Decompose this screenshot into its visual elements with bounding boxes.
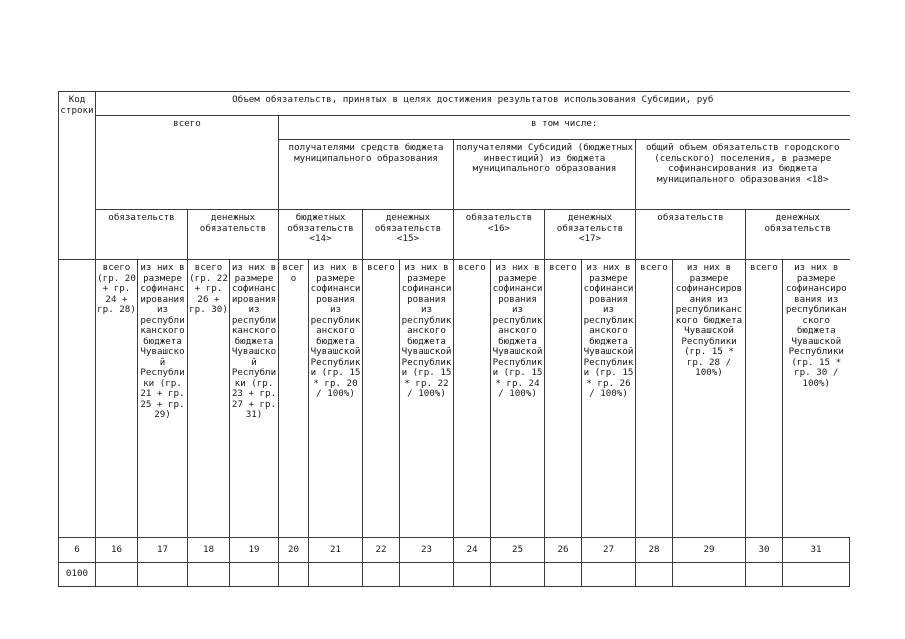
detail-header: всего (гр. 22 + гр. 26 + гр. 30) <box>188 260 230 538</box>
detail-header: из них в размере софинансирования из республиканского бюджета Чувашской Республики (гр. 21 + гр. 25 + гр. 29) <box>138 260 188 538</box>
value-cell <box>188 563 230 587</box>
obligations-header: обязательств <box>636 210 746 260</box>
detail-header: всего <box>454 260 491 538</box>
value-cell <box>363 563 400 587</box>
value-cell <box>138 563 188 587</box>
detail-header: из них в размере софинансирования из республиканского бюджета Чувашской Республики (гр. 15 * гр. 26 / 100%) <box>582 260 636 538</box>
column-number: 18 <box>188 538 230 563</box>
column-number: 24 <box>454 538 491 563</box>
value-cell <box>746 563 783 587</box>
obligations-header: обязательств <16> <box>454 210 545 260</box>
column-number: 26 <box>545 538 582 563</box>
settlement-total-header: общий объем обязательств городского (сельского) поселения, в размере софинансирования из бюджета муниципального образования <18> <box>636 140 850 210</box>
column-number: 21 <box>309 538 363 563</box>
column-number: 25 <box>491 538 545 563</box>
column-number: 23 <box>400 538 454 563</box>
value-cell <box>545 563 582 587</box>
detail-header: всего <box>279 260 309 538</box>
value-cell <box>673 563 746 587</box>
column-number: 27 <box>582 538 636 563</box>
detail-header: из них в размере софинансирования из республиканского бюджета Чувашской Республики (гр. 15 * гр. 24 / 100%) <box>491 260 545 538</box>
including-header: в том числе: <box>279 116 850 140</box>
value-cell <box>96 563 138 587</box>
column-number: 28 <box>636 538 673 563</box>
detail-header: всего <box>545 260 582 538</box>
municipal-budget-recipients-header: получателями средств бюджета муниципального образования <box>279 140 454 210</box>
detail-header: из них в размере софинансирования из республиканского бюджета Чувашской Республики (гр. 15 * гр. 30 / 100%) <box>783 260 850 538</box>
monetary-obligations-header: денежных обязательств <15> <box>363 210 454 260</box>
column-number: 17 <box>138 538 188 563</box>
obligations-header: обязательств <box>96 210 188 260</box>
monetary-obligations-header: денежных обязательств <17> <box>545 210 636 260</box>
column-number: 16 <box>96 538 138 563</box>
detail-header: из них в размере софинансирования из республиканского бюджета Чувашской Республики (гр. 15 * гр. 22 / 100%) <box>400 260 454 538</box>
value-cell <box>582 563 636 587</box>
empty-code-cell <box>59 260 96 538</box>
monetary-obligations-header: денежных обязательств <box>746 210 850 260</box>
column-number: 6 <box>59 538 96 563</box>
total-header: всего <box>96 116 279 210</box>
main-title-header: Объем обязательств, принятых в целях достижения результатов использования Субсидии, руб <box>96 92 850 116</box>
column-number: 20 <box>279 538 309 563</box>
row-code: 0100 <box>59 563 96 587</box>
subsidy-recipients-header: получателями Субсидий (бюджетных инвестиций) из бюджета муниципального образования <box>454 140 636 210</box>
value-cell <box>491 563 545 587</box>
row-code-header: Код строки <box>59 92 96 260</box>
detail-header: из них в размере софинансирования из республиканского бюджета Чувашской Республики (гр. 23 + гр. 27 + гр. 31) <box>230 260 279 538</box>
value-cell <box>783 563 850 587</box>
monetary-obligations-header: денежных обязательств <box>188 210 279 260</box>
detail-header: из них в размере софинансирования из республиканского бюджета Чувашской Республики (гр. 15 * гр. 20 / 100%) <box>309 260 363 538</box>
detail-header: из них в размере софинансирования из республиканского бюджета Чувашской Республики (гр. 15 * гр. 28 / 100%) <box>673 260 746 538</box>
detail-header: всего <box>363 260 400 538</box>
column-number: 30 <box>746 538 783 563</box>
value-cell <box>309 563 363 587</box>
value-cell <box>400 563 454 587</box>
value-cell <box>279 563 309 587</box>
value-cell <box>454 563 491 587</box>
detail-header: всего <box>636 260 673 538</box>
detail-header: всего <box>746 260 783 538</box>
value-cell <box>230 563 279 587</box>
value-cell <box>636 563 673 587</box>
budget-obligations-header: бюджетных обязательств <14> <box>279 210 363 260</box>
detail-header: всего (гр. 20 + гр. 24 + гр. 28) <box>96 260 138 538</box>
obligations-table <box>58 91 850 587</box>
column-number: 22 <box>363 538 400 563</box>
column-number: 29 <box>673 538 746 563</box>
column-number: 31 <box>783 538 850 563</box>
column-number: 19 <box>230 538 279 563</box>
